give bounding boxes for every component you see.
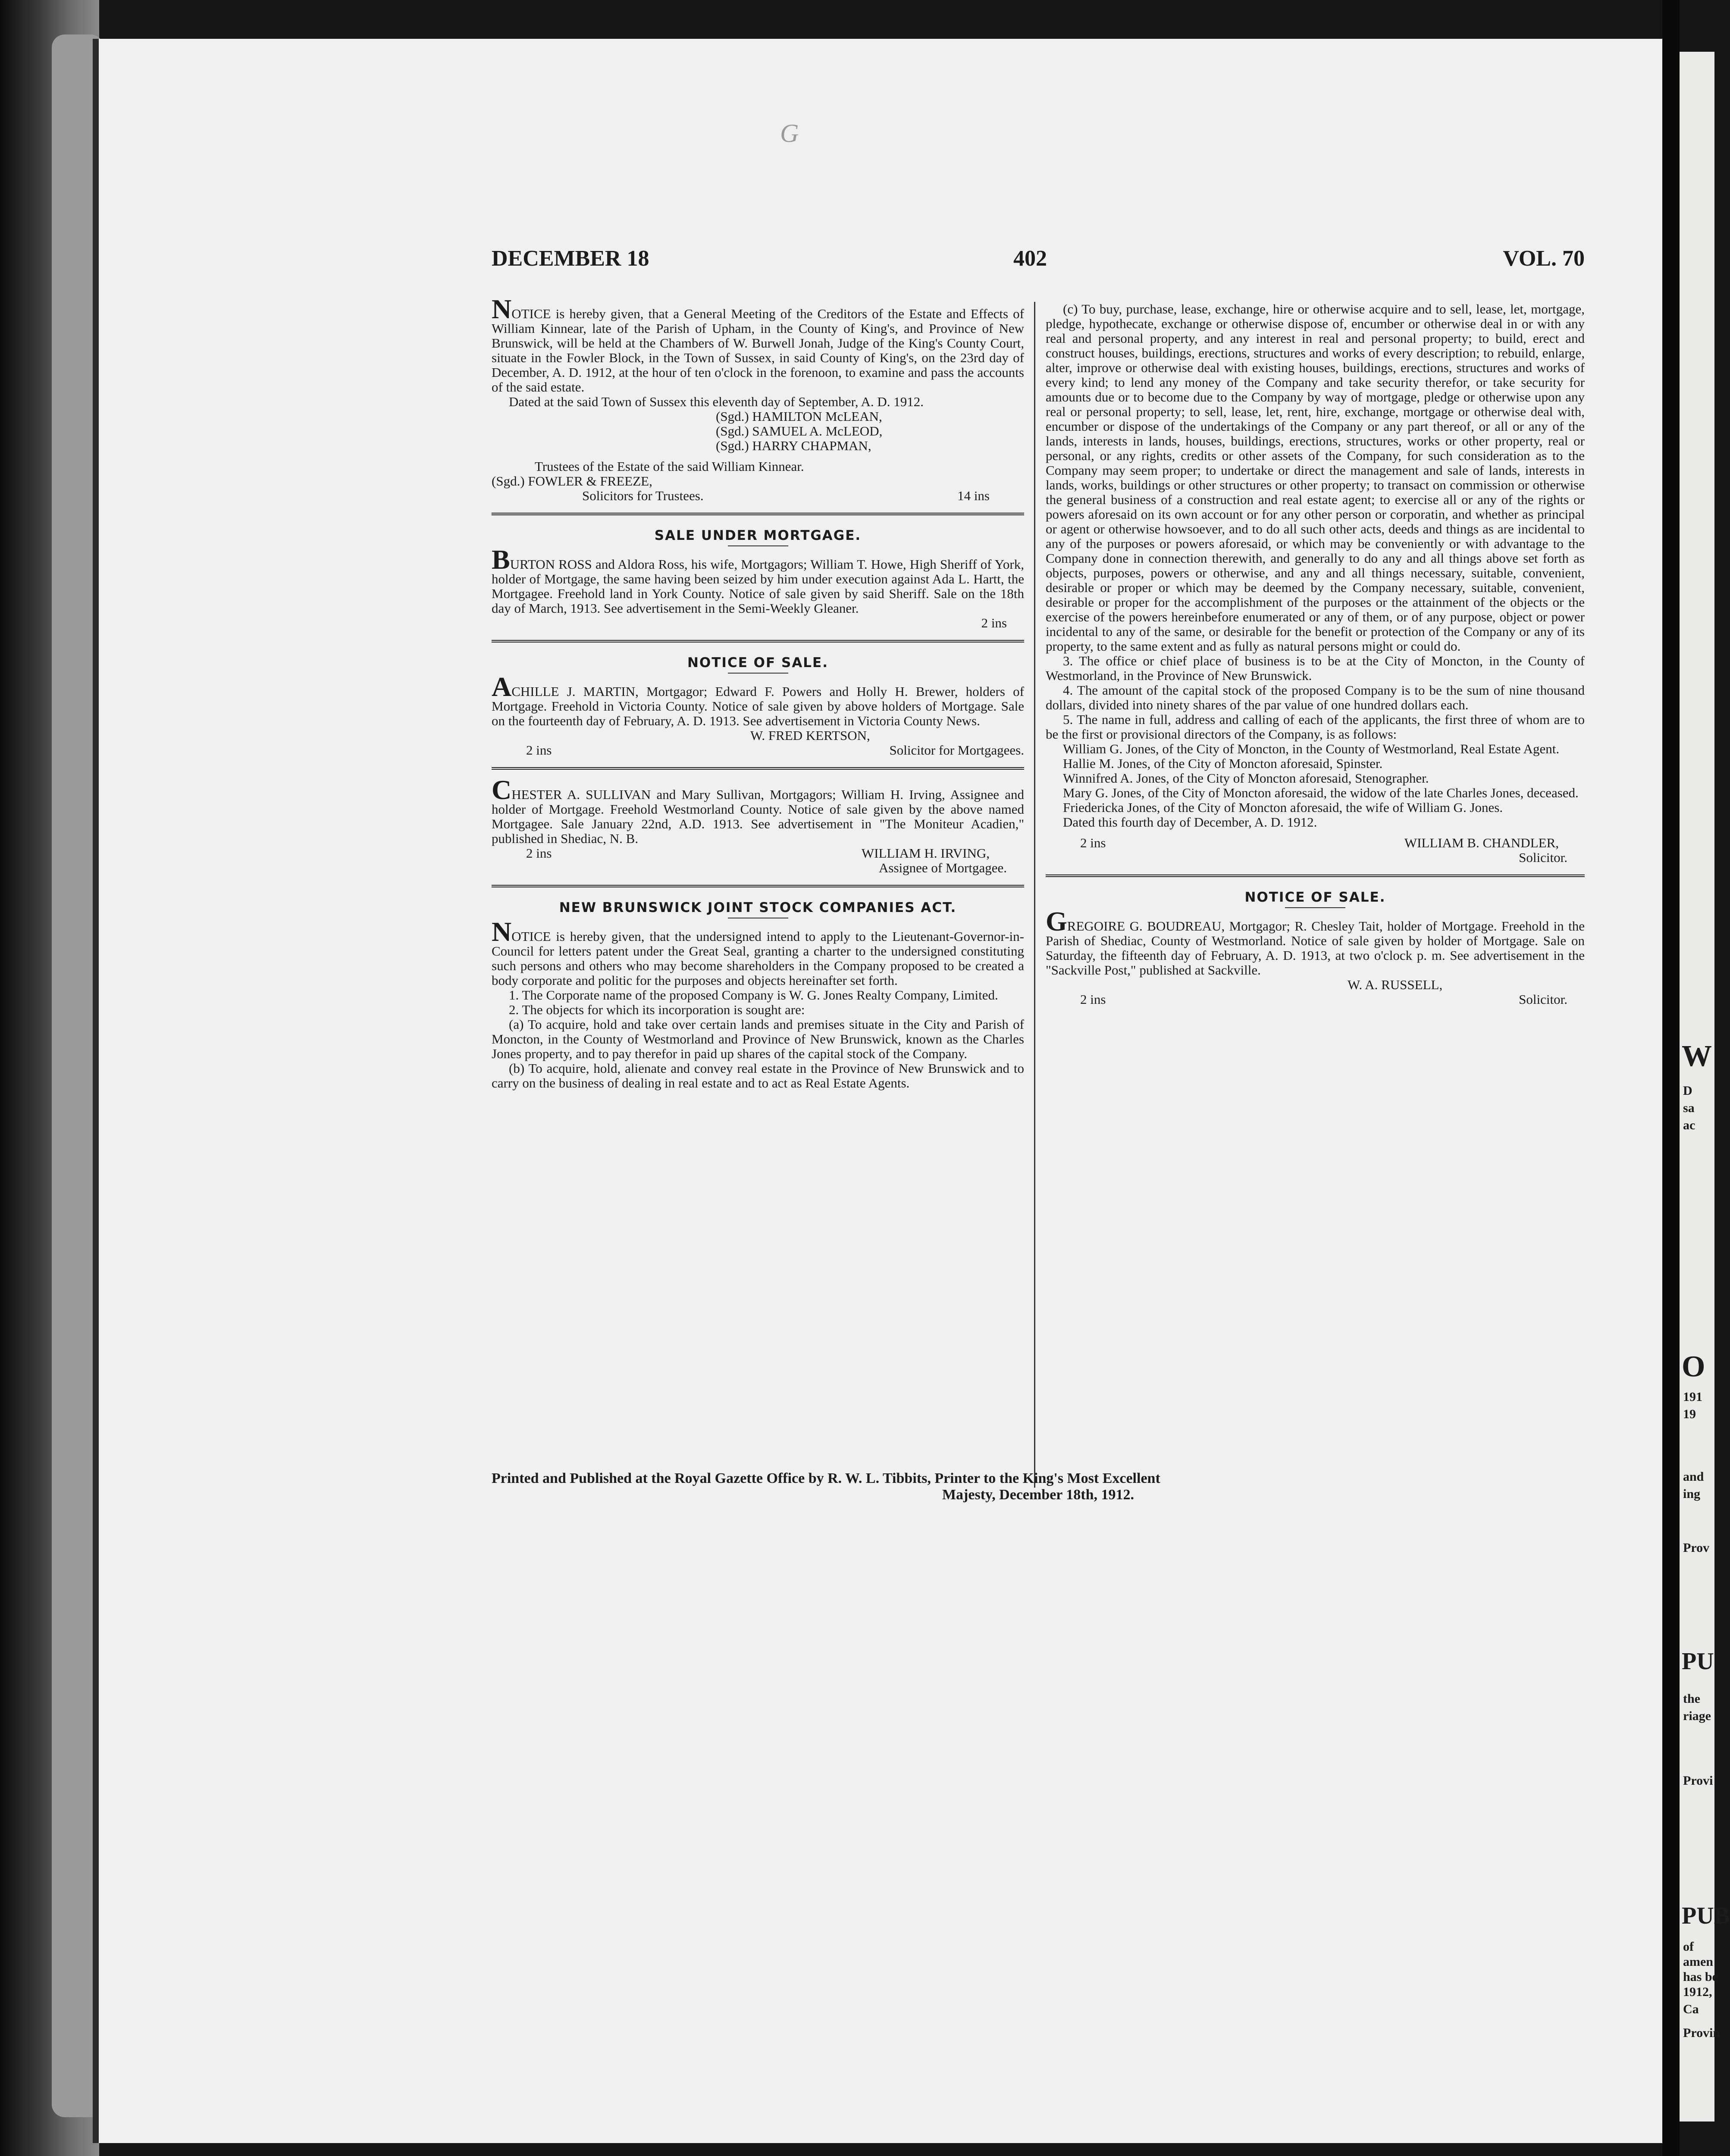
adjacent-fragment: 1912, [1683, 1985, 1712, 1999]
adjacent-fragment: sa [1683, 1101, 1695, 1115]
insertions-count: 2 ins [981, 615, 1007, 630]
creditors-meeting-notice [492, 294, 1024, 503]
notice-body: BURTON ROSS and Aldora Ross, his wife, Mortgagors; William T. Howe, High Sheriff of York, holder of Mortgage, the same having been seized by him under execution against Ada L. Hartt, the Mortgagee. Freehold land in York County. Notice of sale given by said Sheriff. Sale on the 18th day of March, 1913. See advertisement in the Semi-Weekly Gleaner. [492, 544, 1024, 616]
adjacent-fragment: has be [1683, 1970, 1718, 1984]
notice-body: GREGOIRE G. BOUDREAU, Mortgagor; R. Chesley Tait, holder of Mortgage. Freehold in the Parish of Shediac, County of Westmorland. Notice of sale given by holder of Mortgage. Sale on Saturday, the fifteenth day of February, A. D. 1913, at two o'clock p. m. See advertisement in the "Sackville Post," published at Sackville. [1046, 906, 1585, 978]
insertions-count: 2 ins [1080, 835, 1106, 850]
adjacent-fragment: ing [1683, 1487, 1701, 1501]
adjacent-page-edge [1680, 52, 1730, 2122]
notice-of-sale-martin [492, 655, 1024, 758]
applicant: Hallie M. Jones, of the City of Moncton aforesaid, Spinster. [1063, 756, 1383, 771]
adjacent-fragment: D [1683, 1084, 1692, 1098]
solicitors-name: (Sgd.) FOWLER & FREEZE, [492, 473, 652, 489]
adjacent-fragment: PU [1682, 1648, 1714, 1675]
trustees-line: Trustees of the Estate of the said William Kinnear. [535, 459, 804, 474]
section-rule [492, 640, 1024, 642]
adjacent-fragment: PUB [1682, 1902, 1730, 1929]
object-item: 2. The objects for which its incorporation is sought are: [509, 1002, 805, 1017]
signer-row [1046, 836, 1585, 850]
adjacent-fragment: ac [1683, 1118, 1696, 1132]
page-header [492, 246, 1585, 280]
notice-body: NOTICE is hereby given, that the undersigned intend to apply to the Lieutenant-Governor-in-Council for letters patent under the Great Seal, granting a charter to the undersigned constituting such persons and others who may become shareholders in the Company proposed to be created a body corporate and politic for the purposes and objects hereinafter set forth. [492, 916, 1024, 988]
imprint-line-2: Majesty, December 18th, 1912. [942, 1487, 1135, 1503]
signer-name: WILLIAM H. IRVING, [861, 846, 990, 861]
issue-date: DECEMBER 18 [492, 246, 649, 271]
insertions-count: 2 ins [1080, 992, 1106, 1007]
imprint-footer [492, 1470, 1585, 1503]
signer-row [492, 743, 1024, 758]
applicant: Friedericka Jones, of the City of Moncton aforesaid, the wife of William G. Jones. [1063, 800, 1503, 815]
signer-role: Solicitor. [1519, 850, 1567, 865]
signer-name: W. A. RUSSELL, [1348, 977, 1443, 992]
notice-body: NOTICE is hereby given, that a General Meeting of the Creditors of the Estate and Effects of William Kinnear, late of the Parish of Upham, in the County of King's, and Province of New Brunswick, will be held at the Chambers of W. Burwell Jonah, Judge of the King's County Court, situate in the Fowler Block, in the Town of Sussex, in said County of King's, on the 23rd day of December, A. D. 1912, at the hour of ten o'clock in the forenoon, to examine and pass the accounts of the said estate. [492, 294, 1024, 395]
heading-rule [728, 545, 788, 546]
joint-stock-companies-notice [492, 900, 1024, 1091]
object-item: 3. The office or chief place of business is to be at the City of Moncton, in the County of Westmorland, in the Province of New Brunswick. [1046, 653, 1585, 683]
insertions-count: 2 ins [526, 743, 552, 758]
adjacent-fragment: O [1682, 1350, 1705, 1383]
signer-name: WILLIAM B. CHANDLER, [1404, 835, 1559, 850]
heading-rule [728, 673, 788, 674]
signatory: (Sgd.) HAMILTON McLEAN, [716, 409, 882, 424]
adjacent-fragment: and [1683, 1470, 1704, 1484]
solicitors-role: Solicitors for Trustees. [582, 488, 704, 503]
section-rule [492, 885, 1024, 887]
signer-name: W. FRED KERTSON, [750, 728, 870, 743]
page-content [492, 246, 1585, 1539]
section-rule [492, 767, 1024, 770]
adjacent-fragment: riage [1683, 1709, 1711, 1723]
applicant: Winnifred A. Jones, of the City of Moncton aforesaid, Stenographer. [1063, 771, 1429, 786]
adjacent-fragment: Provi [1683, 1774, 1713, 1788]
adjacent-fragment: Prov [1683, 1541, 1710, 1555]
column-divider [1034, 302, 1035, 1488]
insertions-count: 14 ins [957, 488, 990, 503]
right-column [1046, 302, 1585, 1007]
adjacent-fragment: 19 [1683, 1407, 1696, 1421]
heading-rule [1285, 907, 1345, 908]
section-heading: SALE UNDER MORTGAGE. [654, 528, 862, 543]
adjacent-fragment: 191 [1683, 1390, 1702, 1404]
solicitors-row [492, 489, 1024, 503]
signatory: (Sgd.) HARRY CHAPMAN, [716, 438, 871, 453]
pencil-mark: G [780, 119, 799, 147]
adjacent-fragment: Provin [1683, 2026, 1721, 2040]
section-heading: NEW BRUNSWICK JOINT STOCK COMPANIES ACT. [559, 900, 957, 915]
object-item: (a) To acquire, hold and take over certain lands and premises situate in the City and Parish of Moncton, in the County of Westmorland and Province of New Brunswick, known as the Charles Jones property, and to pay therefor in paid up shares of the capital stock of the Company. [492, 1017, 1024, 1061]
adjacent-fragment: amen [1683, 1955, 1713, 1969]
object-item: (b) To acquire, hold, alienate and convey real estate in the Province of New Brunswick and to carry on the business of dealing in real estate and to act as Real Estate Agents. [492, 1061, 1024, 1091]
section-rule [1046, 874, 1585, 877]
adjacent-fragment: Ca [1683, 2002, 1699, 2016]
imprint-line-1: Printed and Published at the Royal Gazette Office by R. W. L. Tibbits, Printer to the King's Most Excellent [492, 1470, 1160, 1486]
signer-role: Assignee of Mortgagee. [879, 860, 1007, 875]
volume-number: VOL. 70 [1503, 246, 1585, 271]
signatory: (Sgd.) SAMUEL A. McLEOD, [716, 423, 883, 439]
object-item: 4. The amount of the capital stock of the proposed Company is to be the sum of nine thousand dollars, divided into ninety shares of the par value of one hundred dollars each. [1046, 683, 1585, 712]
insertions-count: 2 ins [526, 846, 552, 861]
object-item: (c) To buy, purchase, lease, exchange, hire or otherwise acquire and to sell, lease, let, mortgage, pledge, hypothecate, exchange or otherwise dispose of, encumber or otherwise deal in or with any real and personal property, and any interest in real and personal property; to build, erect and construct houses, buildings, erections, structures and works of every description; to rebuild, enlarge, alter, improve or otherwise deal with existing houses, buildings, erections, structures and works of every kind; to lend any money of the Company and take security therefor, or take security for amounts due or to become due to the Company by way of mortgage, pledge or otherwise upon any real or personal property; to sell, lease, let, rent, hire, exchange, mortgage or otherwise deal with, encumber or dispose of the undertakings of the Company or any part thereof, or all or any of the lands, interests in lands, houses, buildings, erections, structures, works or other property, real or personal, or any rights, credits or other assets of the Company, for such consideration as to the Company may seem proper; to undertake or direct the management and sale of lands, interests in lands, works, buildings or other structures or other property; to transact on commission or otherwise the general business of a construction and real estate agent; to exercise all or any of the rights or powers aforesaid on its own account or for any other person or corporatin, and whether as principal or agent or otherwise howsoever, and to do all such other acts, deeds and things as are incidental to any of the purposes or powers aforesaid, or which may be conveniently or with advantage to the Company done in connection therewith, and generally to do any and all things above set forth as objects, purposes, powers or otherwise, and any and all things necessary, suitable, convenient, desirable or proper or which may be deemed by the Company necessary, suitable, convenient, desirable or proper for the accomplishment of the purposes or the attainment of the objects or the exercise of the powers hereinbefore enumerated or any of them, or of any purpose, object or power incidental to any of the same, or desirable for the benefit or protection of the Company or any of its property, to the same extent and as fully as natural persons might or could do. [1046, 301, 1585, 654]
signer-role: Solicitor. [1519, 992, 1567, 1007]
signer-row [492, 846, 1024, 861]
object-item: 1. The Corporate name of the proposed Company is W. G. Jones Realty Company, Limited. [509, 987, 998, 1003]
notice-body: CHESTER A. SULLIVAN and Mary Sullivan, Mortgagors; William H. Irving, Assignee and holder of Mortgage. Freehold Westmorland County. Notice of sale given by the above named Mortgagee. Sale January 22nd, A.D. 1913. See advertisement in "The Moniteur Acadien," published in Shediac, N. B. [492, 774, 1024, 846]
adjacent-fragment: of [1683, 1940, 1694, 1954]
object-item: 5. The name in full, address and calling of each of the applicants, the first three of whom are to be the first or provisional directors of the Company, is as follows: [1046, 712, 1585, 742]
notice-dated: Dated at the said Town of Sussex this eleventh day of September, A. D. 1912. [509, 394, 924, 409]
scan-gutter [1662, 0, 1680, 2156]
notice-dated: Dated this fourth day of December, A. D. 1912. [1063, 815, 1317, 830]
left-column [492, 294, 1024, 1091]
sullivan-sale-notice [492, 774, 1024, 875]
signer-role: Solicitor for Mortgagees. [889, 743, 1024, 758]
applicant: Mary G. Jones, of the City of Moncton aforesaid, the widow of the late Charles Jones, deceased. [1063, 785, 1579, 800]
section-heading: NOTICE OF SALE. [687, 655, 829, 671]
adjacent-fragment: W [1682, 1040, 1712, 1073]
section-rule [492, 513, 1024, 515]
sale-under-mortgage-notice [492, 528, 1024, 630]
notice-body: ACHILLE J. MARTIN, Mortgagor; Edward F. Powers and Holly H. Brewer, holders of Mortgage. Freehold in Victoria County. Notice of sale given by above holders of Mortgage. Sale on the fourteenth day of February, A. D. 1913. See advertisement in Victoria County News. [492, 671, 1024, 728]
notice-of-sale-boudreau [1046, 890, 1585, 1007]
applicant: William G. Jones, of the City of Moncton, in the County of Westmorland, Real Estate Agent. [1063, 741, 1560, 756]
adjacent-fragment: the [1683, 1692, 1700, 1706]
signer-row [1046, 992, 1585, 1007]
page-number: 402 [1013, 246, 1047, 271]
section-heading: NOTICE OF SALE. [1244, 890, 1386, 905]
